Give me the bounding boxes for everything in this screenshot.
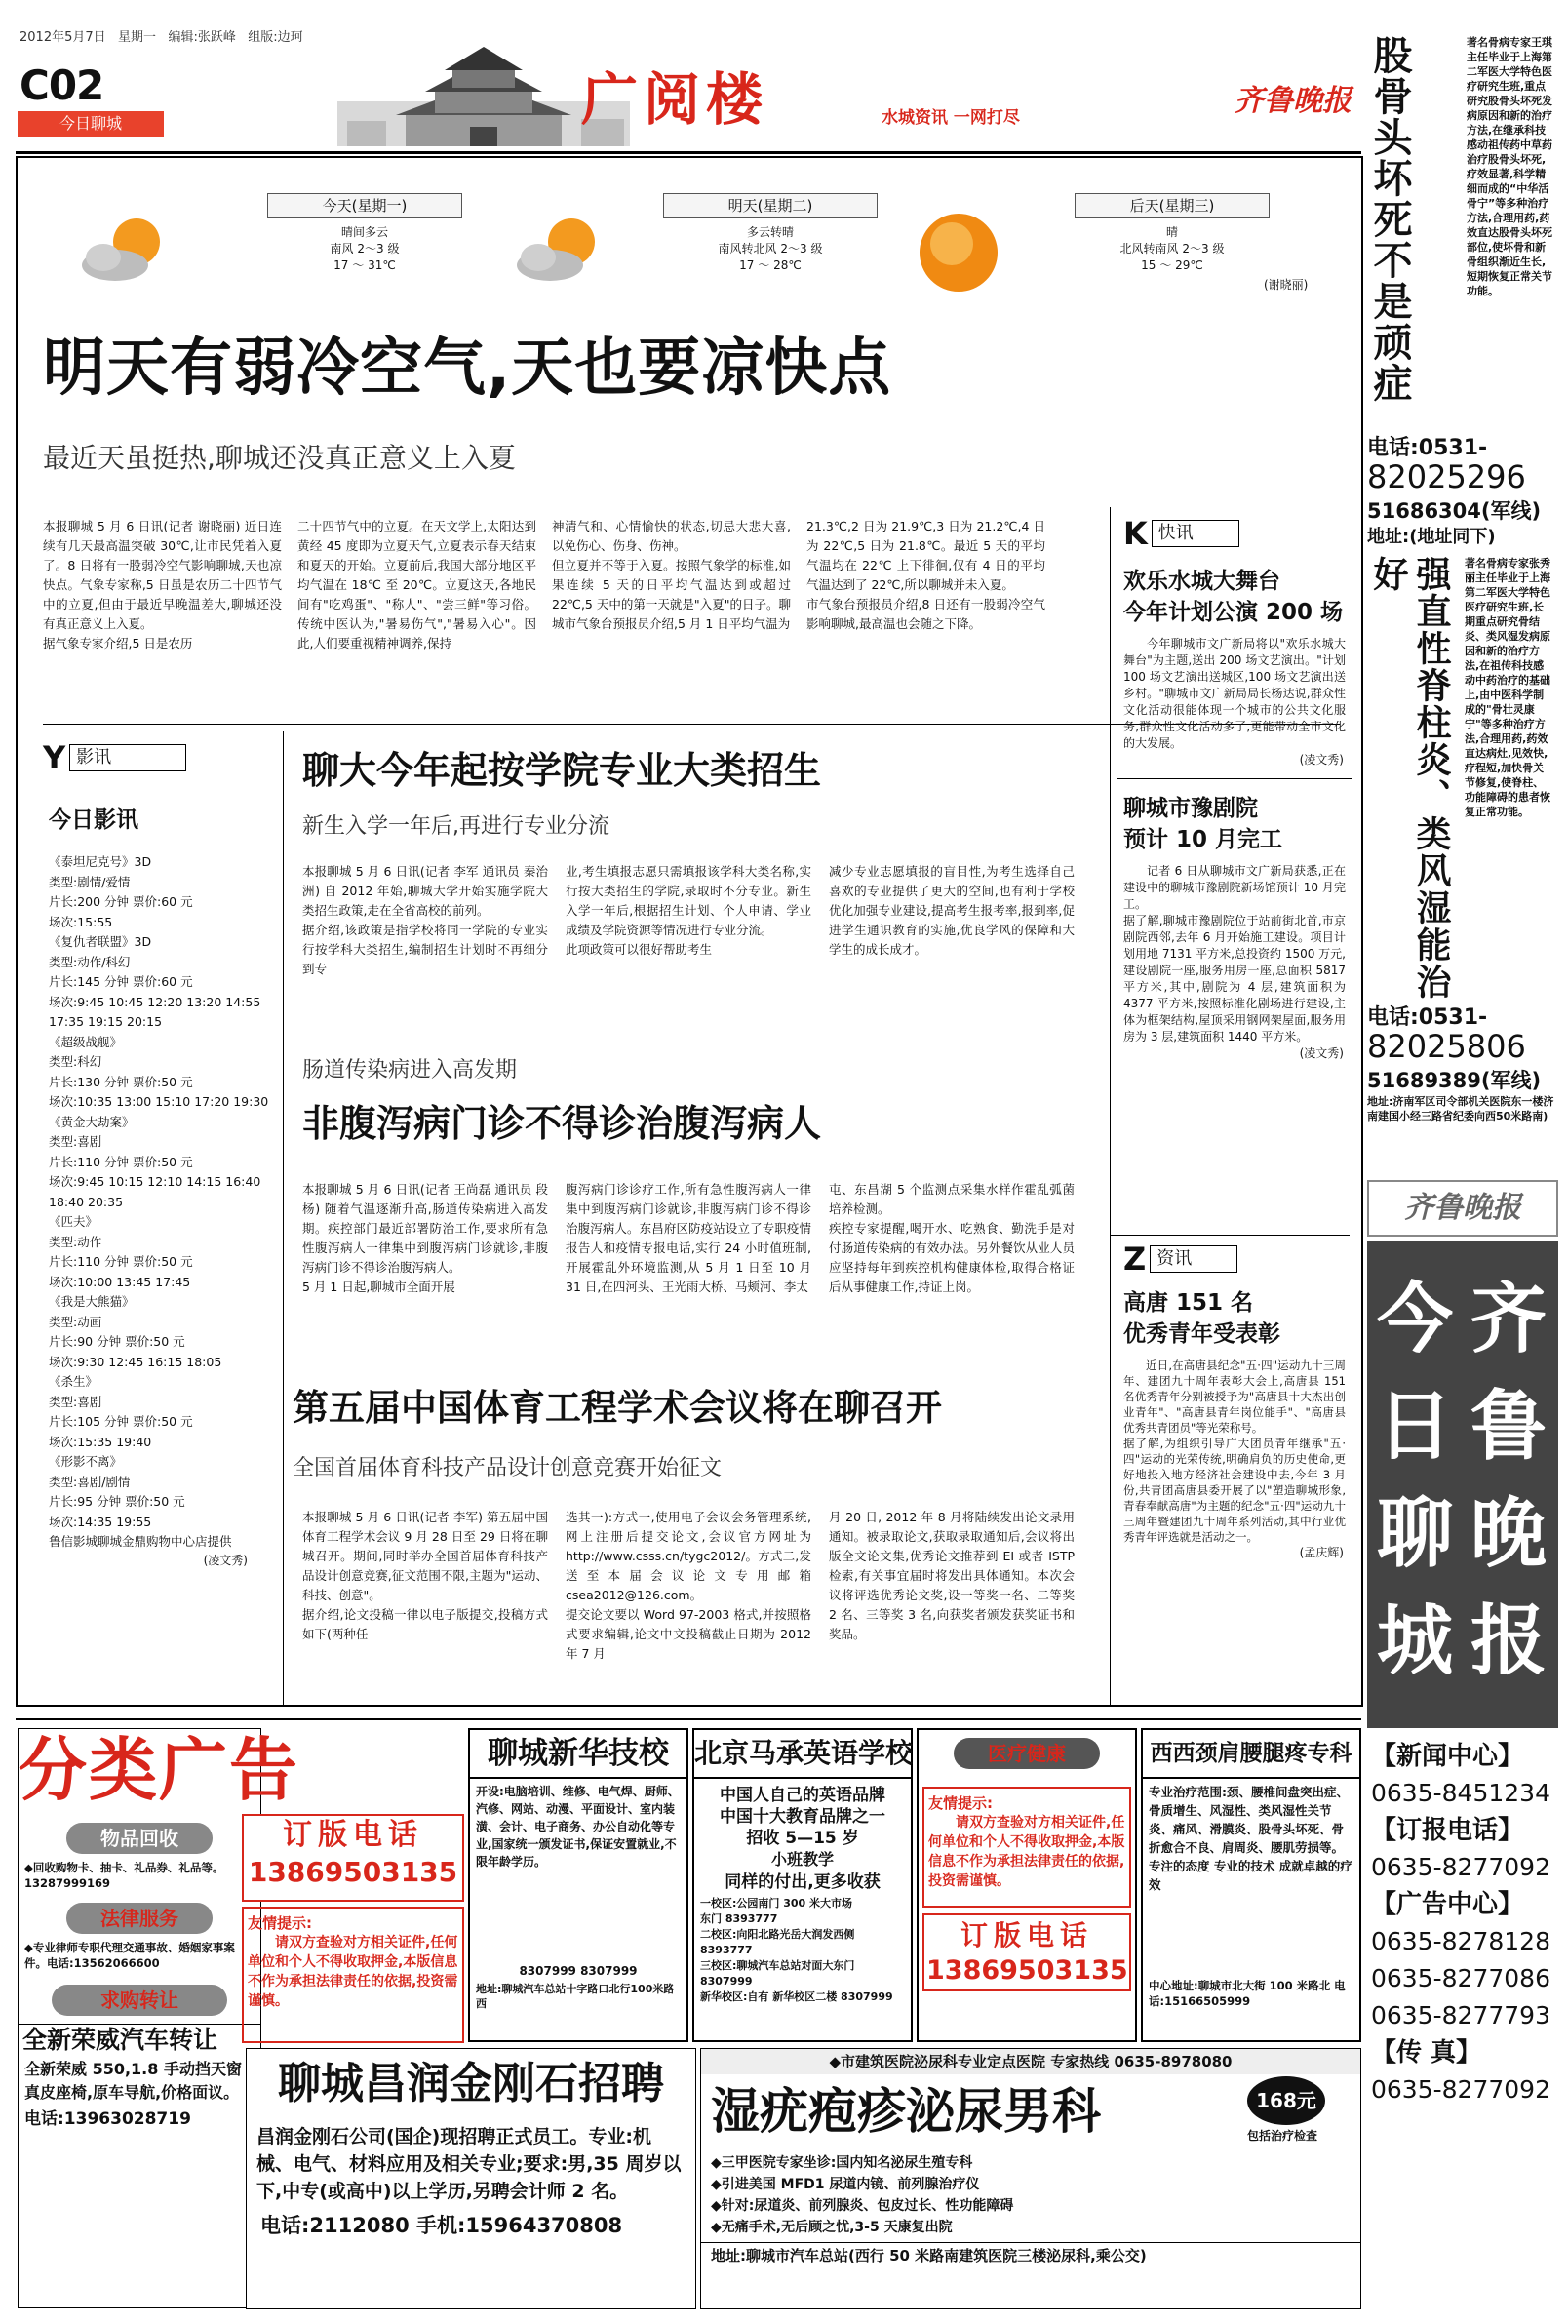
contact-heading: 【订报电话】 (1371, 1816, 1524, 1845)
yingxun-credit: (凌文秀) (203, 1553, 248, 1567)
bone-necrosis-ad[interactable] (1367, 29, 1556, 1168)
xinhua-phone: 8307999 8307999 (519, 1964, 638, 1978)
contact-phone: 0635-8277092 (1371, 2075, 1550, 2104)
xinhua-text: 开设:电脑培训、维修、电气焊、厨师、汽修、网站、动漫、平面设计、室内装潢、会计、电子商务、办公自动化等专业,国家统一颁发证书,保证安置就业,不限年龄学历。 (476, 1785, 680, 1869)
section-letter: Y (43, 739, 66, 776)
ad-phone: 82025296 (1367, 458, 1526, 495)
yingxun-tag (43, 741, 277, 774)
section-tag: 快讯 (1152, 520, 1239, 547)
clinic-hotline: ◆市建筑医院泌尿科专业定点医院 专家热线 0635-8978080 (701, 2049, 1360, 2074)
notice-text: 请双方查验对方相关证件,任何单位和个人不得收取押金,本版信息不作为承担法律责任的依据,投资需谨慎。 (928, 1815, 1125, 1889)
lead-subhead: 最近天虽挺热,聊城还没真正意义上入夏 (43, 442, 516, 474)
kuaixun-tag (1123, 517, 1352, 550)
contact-phone: 0635-8277793 (1371, 2001, 1550, 2029)
xixi-title: 西西颈肩腰腿疼专科 (1143, 1730, 1359, 1779)
movie-title: 《我是大熊猫》 (49, 1294, 135, 1309)
ad-address: 地址:济南军区司令部机关医院东一楼济南建国小经三路省纪委向西50米路南) (1367, 1095, 1554, 1123)
classifieds-item: ◆专业律师专职代理交通事故、婚姻家事案件。电话:13562066600 (24, 1941, 235, 1970)
story-body: 今年聊城市文广新局将以"欢乐水城大舞台"为主题,送出 200 场文艺演出。"计划 100 场文艺演出送城区,100 场文艺演出送乡村。"聊城市文广新局局长杨达说,群众性文化活动很能体现一个城市的公共文化服务,群众性文化活动多了,更能带动全市文化的大发展。 (1123, 637, 1346, 750)
story-title: 今年计划公演 200 场 (1123, 600, 1344, 625)
movie-title: 《黄金大劫案》 (49, 1114, 135, 1129)
yingxun-section (43, 741, 277, 1569)
story-body: 近日,在高唐县纪念"五·四"运动九十三周年、建团九十周年表彰大会上,高唐县 151 名优秀青年分别被授予为"高唐县十大杰出创业青年"、"高唐县青年岗位能手"、"高唐县优秀共青团员"等光荣称号。 据了解,为组织引导广大团员青年继承"五·四"运动的光荣传统,明确肩负的历史使命,更好地投入地方经济社会建设中去,今年 3 月份,共青团高唐县委开展了以"塑造聊城形象,青春奉献高唐"为主题的纪念"五·四"运动九十三周年暨建团九十周年系列活动,其中行业优秀青年评选就是活动之一。 (1123, 1359, 1346, 1544)
section-letter: Z (1123, 1241, 1147, 1278)
movie-detail: 场次:15:55 (49, 914, 113, 929)
masthead-date: 2012年5月7日 (20, 30, 106, 45)
weather-day (1075, 193, 1270, 274)
movie-detail: 类型:喜剧 (49, 1394, 102, 1409)
weather-wind: 南风转北风 2～3 级 (718, 242, 823, 256)
movie-detail: 片长:200 分钟 票价:60 元 (49, 894, 193, 909)
mache-english-ad[interactable] (692, 1728, 913, 2042)
xixi-address: 中心地址:聊城市北大街 100 米路北 电话:15166505999 (1149, 1979, 1346, 2008)
lead-headline: 明天有弱冷空气,天也要凉快点 (43, 333, 892, 405)
price-badge: 168元 (1247, 2076, 1325, 2125)
movie-detail: 片长:95 分钟 票价:50 元 (49, 1494, 185, 1509)
contact-phone: 0635-8278128 (1371, 1927, 1550, 1955)
contact-heading: 【广告中心】 (1371, 1890, 1524, 1919)
ad-desc: 著名骨病专家张秀丽主任毕业于上海第二军医大学特色医疗研究生班,长期重点研究骨结炎、类风湿发病原因和新的治疗方法,在祖传科技感动中药治疗的基础上,由中医科学制成的"骨壮灵康宁"等多种治疗方法,合理用药,药效直达病灶,见效快,疗程短,加快骨关节修复,使脊柱、功能障碍的患者恢复正常功能。 (1465, 557, 1550, 818)
masthead (16, 29, 1361, 151)
notice-head: 友情提示: (248, 1914, 312, 1932)
weather-day-label: 后天(星期三) (1075, 193, 1270, 218)
story3-kicker: 肠道传染病进入高发期 (302, 1058, 518, 1083)
mache-line: 中国十大教育品牌之一 (720, 1807, 885, 1827)
order-label: 订版电话 (960, 1919, 1093, 1951)
story3-column: 本报聊城 5 月 6 日讯(记者 王尚磊 通讯员 段杨) 随着气温逐渐升高,肠道传染病进入高发期。疾控部门最近部署防治工作,要求所有急性腹泻病人一律集中到腹泻病门诊就诊,非腹泻病门诊不得诊治腹泻病人。 5 月 1 日起,聊城市全面开展 (302, 1182, 548, 1294)
weather-desc: 晴间多云 (340, 225, 388, 239)
movie-title: 《形影不离》 (49, 1454, 123, 1469)
movie-detail: 类型:动作/科幻 (49, 954, 131, 969)
divider (1110, 1235, 1350, 1236)
movie-detail: 场次:9:45 10:45 12:20 13:20 14:55 17:35 19:15 20:15 (49, 994, 261, 1029)
ad-phone-label: 电话:0531- (1367, 436, 1488, 460)
mache-line: 招收 5—15 岁 (746, 1829, 859, 1848)
masthead-weekday: 星期一 (118, 30, 157, 45)
lead-column: 21.3℃,2 日为 21.9℃,3 日为 21.2℃,4 日为 22℃,5 日为 21.8℃。最近 5 天的平均气温均在 22℃ 上下徘徊,仅有 4 日的平均气温达到了 22℃,所以聊城并未入夏。 市气象台预报员介绍,8 日还有一股弱冷空气影响聊城,最高温也会随之下降。 (806, 519, 1045, 631)
movie-title: 《泰坦尼克号》3D (49, 854, 152, 869)
contact-heading: 【新闻中心】 (1371, 1742, 1524, 1771)
medical-ad[interactable] (917, 1728, 1137, 2042)
kuaixun-section (1117, 517, 1352, 1062)
story2-column: 本报聊城 5 月 6 日讯(记者 李军 通讯员 秦治洲) 自 2012 年始,聊城大学开始实施学院大类招生政策,走在全省高校的前列。 据介绍,该政策是指学校将同一学院的专业实行按学科大类招生,编制招生计划时不再细分到专 (302, 864, 548, 976)
changrun-recruit-ad[interactable] (246, 2048, 696, 2309)
xinhua-address: 地址:聊城汽车总站十字路口北行100米路西 (476, 1983, 675, 2010)
weather-wind: 北风转南风 2～3 级 (1119, 242, 1225, 256)
brand-char: 城 (1377, 1597, 1454, 1685)
movie-title: 《超级战舰》 (49, 1034, 123, 1049)
weather-temp: 17 ～ 28℃ (739, 258, 802, 272)
section-tag: 影讯 (69, 744, 186, 771)
paper-logo: 齐鲁晚报 (1235, 84, 1352, 118)
brand-char: 报 (1470, 1597, 1547, 1685)
contact-heading: 【传 真】 (1371, 2038, 1482, 2068)
movie-detail: 类型:科幻 (49, 1054, 102, 1069)
movie-detail: 场次:10:35 13:00 15:10 17:20 19:30 (49, 1094, 269, 1109)
mache-line: 小班教学 (770, 1850, 834, 1869)
classifieds-section-head: 物品回收 (66, 1823, 213, 1854)
movie-detail: 场次:10:00 13:45 17:45 (49, 1274, 191, 1289)
ad-phone-military: 51686304(军线) (1367, 499, 1542, 523)
movie-detail: 场次:15:35 19:40 (49, 1434, 152, 1449)
section-tag: 资讯 (1150, 1245, 1237, 1273)
story3-headline: 非腹泻病门诊不得诊治腹泻病人 (302, 1102, 822, 1145)
clinic-address: 地址:聊城市汽车总站(西行 50 米路南建筑医院三楼泌尿科,乘公交) (701, 2242, 1360, 2268)
paper-brand-block (1367, 1180, 1558, 2311)
story3-column: 屯、东昌湖 5 个监测点采集水样作霍乱弧菌培养检测。 疾控专家提醒,喝开水、吃熟食、勤洗手是对付肠道传染病的有效办法。另外餐饮从业人员应坚持每年到疾控机构健康体检,取得合格证后从事健康工作,持证上岗。 (829, 1182, 1075, 1294)
partly-cloudy-icon (78, 211, 176, 289)
weather-strip (59, 193, 1326, 310)
weather-credit: (谢晓丽) (1264, 278, 1309, 292)
movie-detail: 类型:动作 (49, 1234, 102, 1249)
weather-desc: 晴 (1165, 225, 1178, 239)
clinic-title: 湿疣疱疹泌尿男科 (711, 2082, 1101, 2140)
order-phone-box[interactable] (242, 1814, 464, 1902)
movie-detail: 片长:110 分钟 票价:50 元 (49, 1254, 193, 1269)
campus-item: 新华校区:自有 新华校区二楼 8307999 (700, 1990, 893, 2003)
medical-order-box (922, 1913, 1131, 1991)
story2-column: 减少专业志愿填报的盲目性,为考生选择自己喜欢的专业提供了更大的空间,也有利于学校优化加强专业建设,提高考生报考率,报到率,促进学生通识教育的实施,优良学风的保障和大学生的成长成才。 (829, 864, 1075, 957)
zixun-tag (1123, 1242, 1352, 1276)
notice-text: 请双方查验对方相关证件,任何单位和个人不得收取押金,本版信息不作为承担法律责任的依据,投资需谨慎。 (248, 1935, 458, 2009)
story-title: 高唐 151 名 (1123, 1290, 1254, 1316)
partly-cloudy-icon (513, 211, 610, 289)
mache-line: 同样的付出,更多收获 (725, 1872, 881, 1892)
movie-detail: 类型:动画 (49, 1314, 102, 1329)
weather-day (663, 193, 878, 274)
ad-desc: 著名骨病专家王琪主任毕业于上海第二军医大学特色医疗研究生班,重点研究股骨头坏死发病原因和新的治疗方法,在继承科技感动祖传药中草药治疗股骨头坏死,疗效显著,科学精细而成的“中华活骨宁”等多种治疗方法,合理用药,药效直达股骨头坏死部位,使坏骨和新骨组织渐近生长,短期恢复正常关节功能。 (1467, 36, 1552, 297)
clinic-feature: ◆针对:尿道炎、前列腺炎、包皮过长、性功能障碍 (711, 2198, 1014, 2214)
movie-title: 《复仇者联盟》3D (49, 934, 152, 949)
weather-temp: 15 ～ 29℃ (1141, 258, 1203, 272)
masthead-dateline (20, 29, 390, 46)
divider (283, 731, 284, 1705)
changrun-text: 昌润金刚石公司(国企)现招聘正式员工。专业:机械、电气、材料应用及相关专业;要求:男,35 周岁以下,中专(或高中)以上学历,另聘会计师 2 名。 (256, 2126, 682, 2202)
weather-temp: 17 ～ 31℃ (333, 258, 396, 272)
movie-detail: 片长:105 分钟 票价:50 元 (49, 1414, 193, 1429)
movie-detail: 类型:剧情/爱情 (49, 874, 131, 889)
story4-column: 本报聊城 5 月 6 日讯(记者 李军) 第五届中国体育工程学术会议 9 月 28 日至 29 日将在聊城召开。期间,同时举办全国首届体育科技产品设计创意竞赛,征文范围不限,主题为"运动、科技、创意"。 据介绍,论文投稿一律以电子版提交,投稿方式如下(两种任 (302, 1510, 548, 1641)
ad-headline: 强直性脊柱炎、类风湿能治好 (1368, 556, 1452, 1001)
brand-char: 齐 (1470, 1276, 1547, 1363)
section-title: 广阅楼 (581, 66, 769, 133)
brand-char: 鲁 (1470, 1383, 1547, 1471)
campus-item: 一校区:公园南门 300 米大市场 (700, 1897, 853, 1910)
story4-column: 选其一):方式一,使用电子会议会务管理系统,网上注册后提交论文,会议官方网址为 http://www.csss.cn/tygc2012/。方式二,发送至本届会议论文专用邮箱 csea2012@126.com。 提交论文要以 Word 97-2003 格式,并按照格式要求编辑,论文中文投稿截止日期为 2012 年 7 月 (566, 1510, 811, 1661)
movie-detail: 类型:喜剧 (49, 1134, 102, 1149)
ad-phone: 82025806 (1367, 1028, 1526, 1065)
yingxun-title: 今日影讯 (49, 807, 138, 833)
ad-phone-label: 电话:0531- (1367, 1005, 1488, 1030)
brand-char: 晚 (1470, 1490, 1547, 1578)
changrun-title: 聊城昌润金刚石招聘 (278, 2059, 664, 2108)
notice-head: 友情提示: (928, 1794, 993, 1812)
classifieds-title: 分类广告 (19, 1729, 299, 1810)
movie-detail: 场次:9:30 12:45 16:15 18:05 (49, 1354, 222, 1369)
story-title: 聊城市豫剧院 (1123, 796, 1258, 821)
movie-title: 《匹夫》 (49, 1214, 98, 1229)
lead-column: 二十四节气中的立夏。在天文学上,太阳达到黄经 45 度即为立夏天气,立夏表示春天结束和夏天的开始。立夏前后,我国大部分地区平均气温在 18℃ 至 20℃。立夏这天,各地民间有"吃鸡蛋"、"称人"、"尝三鲜"等习俗。传统中医认为,"暑易伤气","暑易入心"。因此,人们要重视精神调养,保持 (297, 519, 536, 650)
movie-detail: 片长:110 分钟 票价:50 元 (49, 1154, 193, 1169)
ad-address: 地址:(地址同下) (1367, 527, 1496, 547)
order-label: 订版电话 (283, 1818, 423, 1852)
classifieds-section-head: 求购转让 (52, 1985, 227, 2016)
movie-detail: 片长:130 分钟 票价:50 元 (49, 1074, 193, 1089)
section-label: 今日聊城 (18, 111, 164, 137)
clinic-feature-list (701, 2148, 1360, 2242)
urology-clinic-ad[interactable] (700, 2048, 1361, 2309)
car-ad-text: 全新荣威 550,1.8 手动挡天窗真皮座椅,原车导航,价格面议。 (24, 2060, 242, 2102)
xinhua-title: 聊城新华技校 (470, 1730, 686, 1779)
brand-char: 聊 (1377, 1490, 1454, 1578)
changrun-phone: 电话:2112080 手机:15964370808 (260, 2214, 623, 2237)
car-ad-title: 全新荣威汽车转让 (19, 2024, 260, 2056)
medical-tag: 医疗健康 (954, 1738, 1100, 1769)
classifieds-section-head: 法律服务 (66, 1903, 213, 1934)
movie-detail: 类型:喜剧/剧情 (49, 1474, 131, 1489)
story2-headline: 聊大今年起按学院专业大类招生 (302, 749, 822, 792)
masthead-rule (16, 151, 1361, 154)
movie-detail: 片长:145 分钟 票价:60 元 (49, 974, 193, 989)
brand-char: 日 (1377, 1383, 1454, 1471)
divider (1110, 507, 1111, 1705)
weather-day (267, 193, 462, 274)
sunny-icon (907, 201, 1010, 304)
weather-wind: 南风 2～3 级 (330, 242, 400, 256)
contact-phone: 0635-8277092 (1371, 1853, 1550, 1881)
notice-box (242, 1907, 464, 2043)
story4-subhead: 全国首届体育科技产品设计创意竞赛开始征文 (293, 1456, 723, 1480)
mache-title: 北京马承英语学校 (694, 1730, 911, 1779)
masthead-editor: 编辑:张跃峰 (168, 30, 236, 45)
movie-detail: 场次:9:45 10:15 12:10 14:15 16:40 18:40 20:35 (49, 1174, 261, 1209)
order-phone: 13869503135 (926, 1955, 1128, 1986)
lead-column: 本报聊城 5 月 6 日讯(记者 谢晓丽) 近日连续有几天最高温突破 30℃,让市民凭着入夏了。8 日将有一股弱冷空气影响聊城,天也凉快点。气象专家称,5 日虽是农历二十四节气中的立夏,但由于最近早晚温差大,聊城还没有真正意义上入夏。 据气象专家介绍,5 日是农历 (43, 519, 282, 650)
story-credit: (凌文秀) (1299, 1046, 1344, 1060)
story4-headline: 第五届中国体育工程学术会议将在聊召开 (293, 1387, 942, 1429)
movie-detail: 片长:90 分钟 票价:50 元 (49, 1334, 185, 1349)
xinhua-school-ad[interactable] (468, 1728, 688, 2042)
weather-day-label: 今天(星期一) (267, 193, 462, 218)
contact-phone: 0635-8451234 (1371, 1779, 1550, 1807)
story-title: 预计 10 月完工 (1123, 827, 1283, 852)
ad-phone-military: 51689389(军线) (1367, 1069, 1542, 1092)
story-title: 优秀青年受表彰 (1123, 1321, 1280, 1347)
page-number: C02 (20, 61, 104, 109)
xixi-clinic-ad[interactable] (1141, 1728, 1361, 2042)
ad-headline: 股骨头坏死不是顽症 (1367, 35, 1413, 404)
clinic-feature: ◆无痛手术,无后顾之忧,3-5 天康复出院 (711, 2220, 953, 2235)
story-credit: (孟庆辉) (1299, 1546, 1344, 1559)
divider (16, 1718, 1361, 1720)
weather-day-label: 明天(星期二) (663, 193, 878, 218)
story2-subhead: 新生入学一年后,再进行专业分流 (302, 814, 609, 839)
xixi-text: 专业治疗范围:颈、腰椎间盘突出症、骨质增生、风湿性、类风湿性关节炎、痛风、滑膜炎、股骨头坏死、骨折愈合不良、肩周炎、腰肌劳损等。专注的态度 专业的技术 成就卓越的疗效 (1149, 1785, 1352, 1892)
story3-column: 腹泻病门诊诊疗工作,所有急性腹泻病人一律集中到腹泻病门诊就诊,非腹泻病门诊不得诊治腹泻病人。东昌府区防疫站设立了专职疫情报告人和疫情专报电话,实行 24 小时值班制,开展霍乱外环境监测,从 5 月 1 日至 10 月 31 日,在四河头、王光雨大桥、马颊河、李太 (566, 1182, 811, 1294)
section-slogan: 水城资讯 一网打尽 (882, 108, 1020, 128)
movie-detail: 鲁信影城聊城金鼎购物中心店提供 (49, 1534, 232, 1549)
lead-column: 神清气和、心情愉快的状态,切忌大悲大喜,以免伤心、伤身、伤神。 但立夏并不等于入夏。按照气象学的标准,如果连续 5 天的日平均气温达到或超过 22℃,5 天中的第一天就是"入夏"的日子。聊城市气象台预报员介绍,5 月 1 日平均气温为 (552, 519, 791, 631)
medical-notice-box (922, 1787, 1131, 1908)
campus-list (694, 1894, 911, 2007)
story-credit: (凌文秀) (1299, 753, 1344, 767)
campus-item: 三校区:聊城汽车总站对面大东门 8307999 (700, 1959, 855, 1988)
price-note: 包括治疗检查 (1247, 2129, 1318, 2143)
brand-char: 今 (1377, 1276, 1454, 1363)
order-phone: 13869503135 (248, 1856, 458, 1888)
story-body: 记者 6 日从聊城市文广新局获悉,正在建设中的聊城市豫剧院新场馆预计 10 月完工。 据了解,聊城市豫剧院位于站前街北首,市京剧院西邻,去年 6 月开始施工建设。项目计划用地 7131 平方米,总投资约 1500 万元,建设剧院一座,服务用房一座,总面积 5817 平方米,其中,剧院为 4 层,建筑面积为 4377 平方米,按照标准化剧场进行建设,主体为框架结构,屋顶采用钢网架屋面,服务用房为 3 层,建筑面积 1440 平方米。 (1123, 864, 1346, 1044)
section-letter: K (1123, 515, 1148, 552)
masthead-layout: 组版:边珂 (248, 30, 303, 45)
story2-column: 业,考生填报志愿只需填报该学科大类名称,实行按大类招生的学院,录取时不分专业。新生入学一年后,根据招生计划、个人申请、学业成绩及学院资源等情况进行专业分流。 此项政策可以很好帮助考生 (566, 864, 811, 957)
car-ad-phone: 电话:13963028719 (24, 2109, 191, 2129)
contact-list (1367, 1738, 1558, 2108)
brand-logo: 齐鲁晚报 (1367, 1180, 1558, 1237)
movie-detail: 场次:14:35 19:55 (49, 1514, 152, 1529)
story-title: 欢乐水城大舞台 (1123, 569, 1280, 594)
campus-item: 二校区:向阳北路光岳大润发西侧 8393777 (700, 1928, 855, 1956)
clinic-feature: ◆引进美国 MFD1 尿道内镜、前列腺治疗仪 (711, 2177, 980, 2192)
classifieds-item: ◆回收购物卡、抽卡、礼品券、礼品等。13287999169 (24, 1861, 224, 1890)
movie-list (43, 852, 277, 1553)
contact-phone: 0635-8277086 (1371, 1964, 1550, 1992)
mache-line: 中国人自己的英语品牌 (720, 1786, 885, 1805)
brand-title-block (1367, 1241, 1558, 1728)
weather-desc: 多云转晴 (746, 225, 794, 239)
clinic-feature: ◆三甲医院专家坐诊:国内知名泌尿生殖专科 (711, 2155, 973, 2171)
zixun-section (1117, 1242, 1352, 1561)
story4-column: 月 20 日, 2012 年 8 月将陆续发出论文录用通知。被录取论文,获取录取通知后,会议将出版全文论文集,优秀论文推荐到 EI 或者 ISTP 检索,有关事宜届时将发出具体通知。本次会议将评选优秀论文奖,设一等奖一名、二等奖 2 名、三等奖 3 名,向获奖者颁发获奖证书和奖品。 (829, 1510, 1075, 1641)
movie-title: 《杀生》 (49, 1374, 98, 1389)
campus-item: 东门 8393777 (700, 1912, 778, 1925)
